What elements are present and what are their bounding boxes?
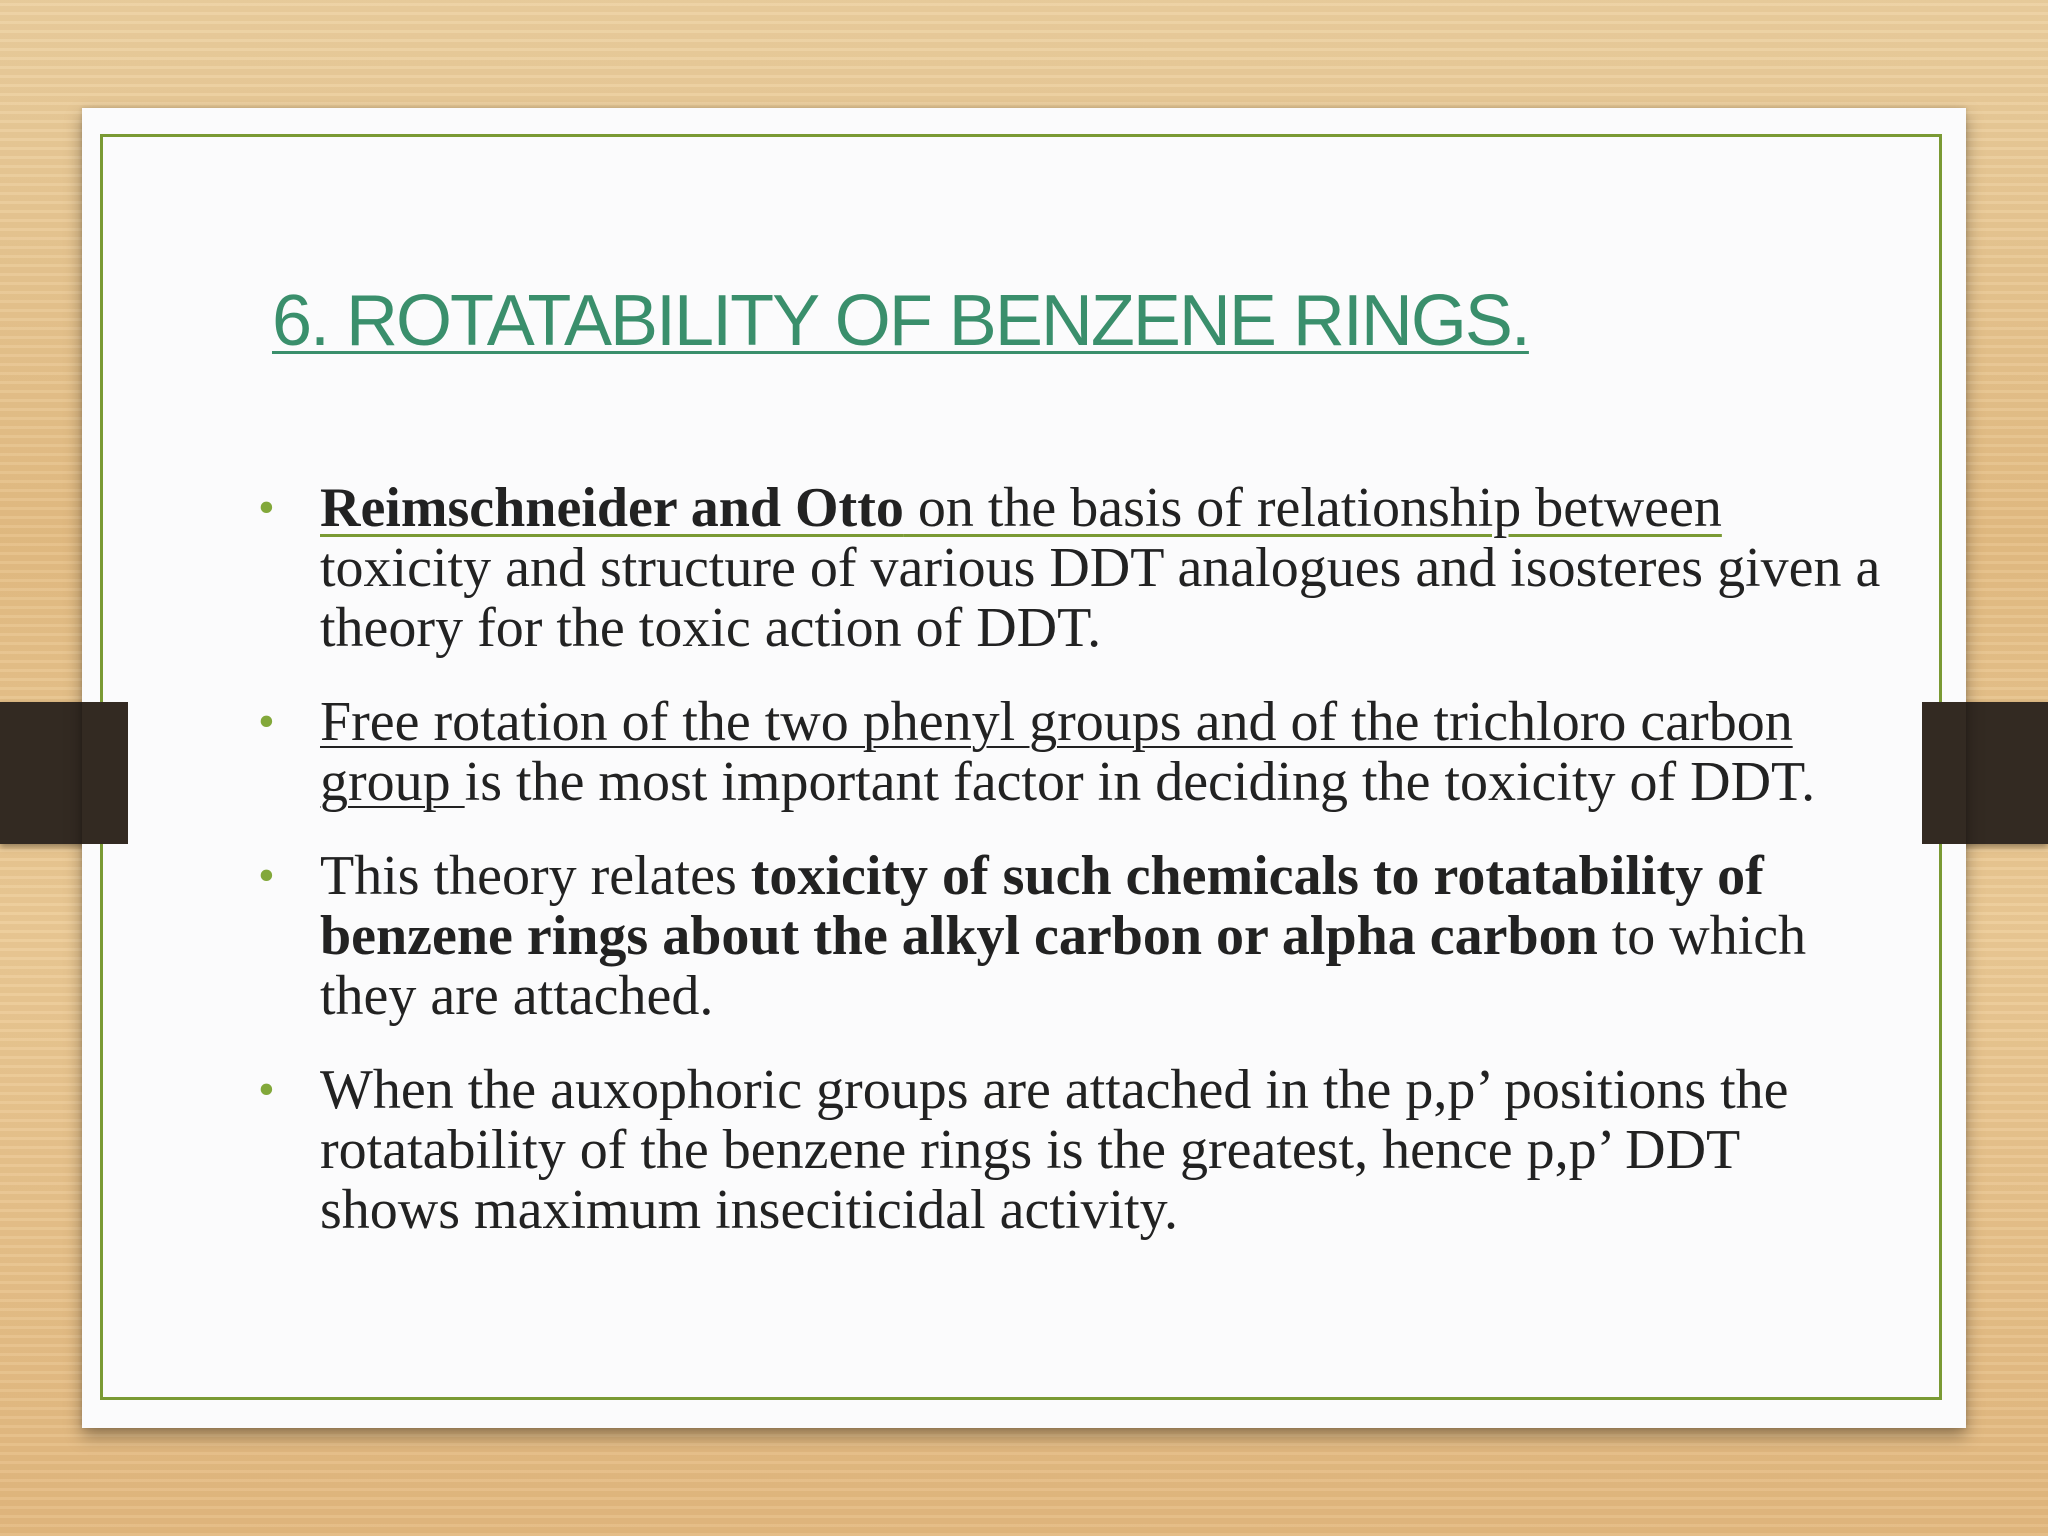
- bullet-1-rest-text: toxicity and structure of various DDT analogues and isosteres given a theory for the toxic action of DDT.: [320, 537, 1881, 659]
- bullet-dot-icon: •: [258, 695, 275, 748]
- bullet-3-bold-text: toxicity of such chemicals to rotatability of benzene rings about the alkyl carbon or alpha carbon: [320, 845, 1764, 967]
- slide: [82, 108, 1966, 1428]
- bullet-item-3: [182, 846, 1882, 1026]
- bullet-item-1: [182, 478, 1882, 658]
- binder-clip-left-overlap: [82, 702, 128, 844]
- bullet-list: [182, 478, 1882, 1274]
- bullet-4-text: When the auxophoric groups are attached in the p,p’ positions the rotatability of the benzene rings is the greatest, hence p,p’ DDT shows maximum inseciticidal activity.: [320, 1059, 1789, 1241]
- bullet-2-rest-text: is the most important factor in deciding the toxicity of DDT.: [464, 751, 1816, 813]
- bullet-1-first-line: [320, 477, 1722, 539]
- binder-clip-right-overlap: [1922, 702, 1966, 844]
- bullet-item-2: [182, 692, 1882, 812]
- slide-title: 6. ROTATABILITY OF BENZENE RINGS.: [272, 281, 1529, 361]
- bullet-1-line1-text: on the basis of relationship between: [903, 477, 1722, 539]
- bullet-dot-icon: •: [258, 1063, 275, 1116]
- bullet-item-4: [182, 1060, 1882, 1240]
- bullet-3-end-text: to which they are attached.: [320, 905, 1807, 1027]
- bullet-1-bold-authors: Reimschneider and Otto: [320, 477, 904, 539]
- bullet-3-start-text: This theory relates: [320, 845, 751, 907]
- bullet-2-underlined-text: Free rotation of the two phenyl groups and of the trichloro carbon group: [320, 691, 1793, 813]
- bullet-dot-icon: •: [258, 849, 275, 902]
- bullet-dot-icon: •: [258, 481, 275, 534]
